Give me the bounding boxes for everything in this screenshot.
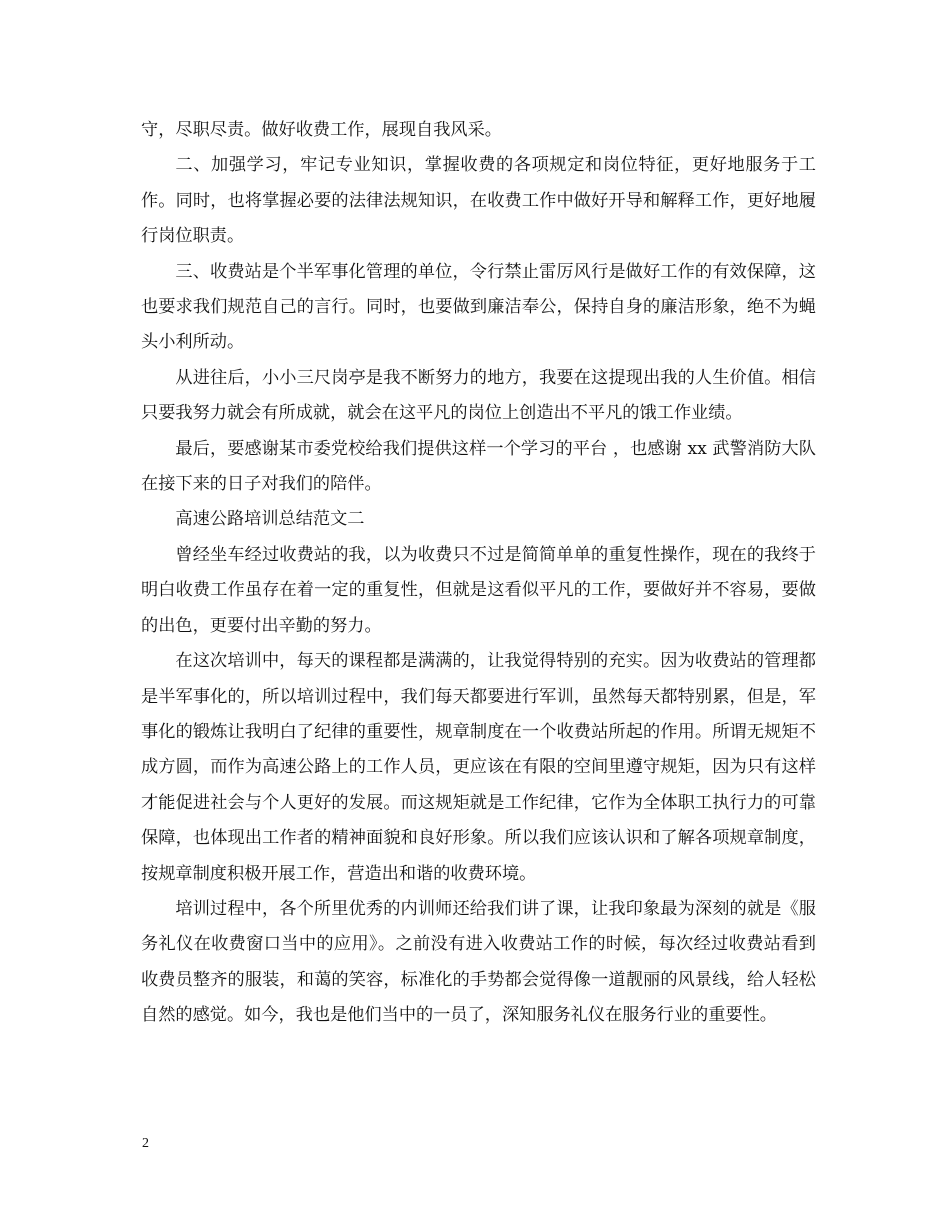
paragraph-8: 在这次培训中，每天的课程都是满满的，让我觉得特别的充实。因为收费站的管理都是半军事化的，所以培训过程中，我们每天都要进行军训，虽然每天都特别累，但是，军事化的锻炼让我明白了纪律的重要性，规章制度在一个收费站所起的作用。所谓无规矩不成方圆，而作为高速公路上的工作人员，更应该在有限的空间里遵守规矩，因为只有这样才能促进社会与个人更好的发展。而这规矩就是工作纪律，它作为全体职工执行力的可靠保障，也体现出工作者的精神面貌和良好形象。所以我们应该认识和了解各项规章制度，按规章制度积极开展工作，营造出和谐的收费环境。 [141,651,816,884]
paragraph-1: 守，尽职尽责。做好收费工作，展现自我风采。 [141,120,502,140]
paragraph-9: 培训过程中，各个所里优秀的内训师还给我们讲了课，让我印象最为深刻的就是《服务礼仪在收费窗口当中的应用》。之前没有进入收费站工作的时候，每次经过收费站看到收费员整齐的服装，和蔼的笑容，标准化的手势都会觉得像一道靓丽的风景线，给人轻松自然的感觉。如今，我也是他们当中的一员了，深知服务礼仪在服务行业的重要性。 [141,898,816,1026]
page-number: 2 [142,1136,149,1151]
paragraph-7: 曾经坐车经过收费站的我，以为收费只不过是简简单单的重复性操作，现在的我终于明白收费工作虽存在着一定的重复性，但就是这看似平凡的工作，要做好并不容易，要做的出色，更要付出辛勤的努力。 [141,544,816,636]
paragraph-5: 最后，要感谢某市委党校给我们提供这样一个学习的平台 ，也感谢 xx 武警消防大队在接下来的日子对我们的陪伴。 [141,438,816,495]
document-body [141,113,816,1034]
paragraph-2: 二、加强学习，牢记专业知识，掌握收费的各项规定和岗位特征，更好地服务于工作。同时，也将掌握必要的法律法规知识，在收费工作中做好开导和解释工作，更好地履行岗位职责。 [141,155,816,247]
section-heading: 高速公路培训总结范文二 [175,509,365,530]
paragraph-3: 三、收费站是个半军事化管理的单位，令行禁止雷厉风行是做好工作的有效保障，这也要求我们规范自己的言行。同时，也要做到廉洁奉公，保持自身的廉洁形象，绝不为蝇头小利所动。 [141,261,816,353]
paragraph-4: 从进往后，小小三尺岗亭是我不断努力的地方，我要在这提现出我的人生价值。相信只要我努力就会有所成就，就会在这平凡的岗位上创造出不平凡的饿工作业绩。 [141,367,816,424]
